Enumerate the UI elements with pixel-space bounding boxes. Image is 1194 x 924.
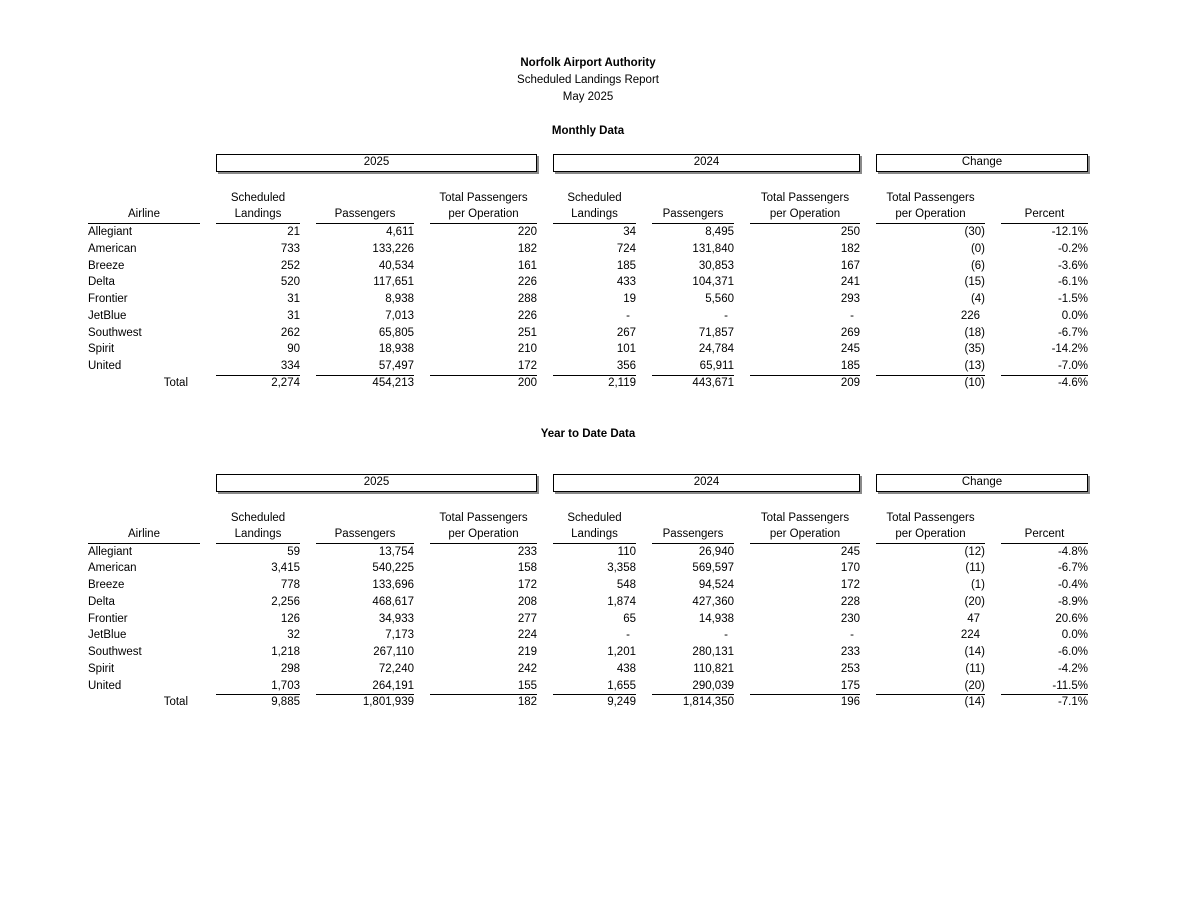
column-header-line: Scheduled: [567, 511, 622, 524]
value-cell: 20.6%: [1055, 612, 1088, 625]
value-cell: 288: [517, 293, 537, 305]
column-header-line: Landings: [234, 527, 282, 540]
value-cell: (1): [970, 579, 985, 591]
column-header-line: Total Passengers: [886, 192, 975, 204]
airline-name: American: [88, 562, 137, 575]
value-cell: (35): [964, 343, 985, 356]
table-row: [88, 291, 1088, 308]
value-cell: 47: [967, 612, 980, 625]
column-header-line: per Operation: [769, 208, 841, 220]
value-cell: 5,560: [705, 293, 734, 305]
value-cell: 433: [616, 276, 636, 289]
value-cell: -3.6%: [1057, 259, 1088, 272]
column-header: [750, 190, 860, 224]
value-cell: 724: [616, 242, 636, 255]
value-cell: 24,784: [698, 343, 734, 356]
value-cell: 427,360: [692, 595, 734, 608]
table-row: [88, 544, 1088, 561]
column-header: [876, 190, 985, 224]
value-cell: 155: [430, 678, 537, 696]
year-box-2025: 2025: [216, 154, 537, 172]
year-box-2024: 2024: [553, 154, 860, 172]
value-cell: 280,131: [692, 646, 734, 658]
value-cell: -8.9%: [1057, 595, 1088, 608]
table-row: [88, 375, 1088, 392]
value-cell: 185: [616, 259, 636, 272]
value-cell: 3,358: [607, 562, 636, 575]
total-label: Total: [163, 376, 188, 389]
value-cell: 264,191: [316, 678, 414, 696]
value-cell: 245: [840, 343, 860, 356]
value-cell: 133,696: [372, 579, 414, 591]
value-cell: (6): [970, 259, 985, 272]
table-row: [88, 678, 1088, 695]
value-cell: 8,495: [705, 226, 734, 238]
value-cell: -1.5%: [1057, 293, 1088, 305]
value-cell: -6.0%: [1057, 646, 1088, 658]
value-cell: 110,821: [693, 662, 734, 675]
value-cell: 334: [216, 358, 300, 376]
column-header-line: Total Passengers: [760, 192, 850, 204]
value-cell: 454,213: [372, 376, 414, 389]
value-cell: (12): [964, 545, 985, 558]
airline-name: Breeze: [88, 579, 125, 591]
column-header-line: Landings: [571, 527, 618, 540]
value-cell: -0.2%: [1057, 242, 1088, 255]
year-group-row: [88, 154, 1088, 172]
value-cell: 175: [750, 678, 860, 696]
value-cell: 208: [517, 595, 537, 608]
value-cell: -4.8%: [1057, 545, 1088, 558]
table-row: [88, 241, 1088, 258]
value-cell: 252: [280, 259, 300, 272]
value-cell: 9,249: [607, 696, 636, 709]
value-cell: 468,617: [372, 595, 414, 608]
year-group-row: [88, 474, 1088, 492]
table-row: [88, 594, 1088, 611]
value-cell: -12.1%: [1051, 226, 1088, 238]
airline-name: Breeze: [88, 259, 125, 272]
column-header: [1001, 190, 1088, 224]
value-cell: 172: [430, 358, 537, 376]
column-header-line: Passengers: [662, 208, 724, 220]
column-header-line: Passengers: [334, 527, 396, 540]
column-header-line: Total Passengers: [886, 511, 975, 524]
table-row: [88, 224, 1088, 241]
table-body: [88, 224, 1088, 392]
value-cell: 1,703: [216, 678, 300, 696]
value-cell: -6.1%: [1057, 276, 1088, 289]
table-row: [88, 644, 1088, 661]
table-row: [88, 258, 1088, 275]
value-cell: 0.0%: [1061, 309, 1088, 322]
column-header-line: per Operation: [769, 527, 841, 540]
value-cell: 196: [840, 696, 860, 709]
value-cell: 126: [280, 612, 300, 625]
section-title: Year to Date Data: [540, 427, 636, 440]
value-cell: 438: [616, 662, 636, 675]
column-header-line: Total Passengers: [760, 511, 850, 524]
value-cell: 1,801,939: [362, 696, 414, 709]
airline-name: Allegiant: [88, 226, 133, 238]
value-cell: (30): [964, 226, 985, 238]
value-cell: 26,940: [698, 545, 734, 558]
value-cell: 220: [517, 226, 537, 238]
column-header: [88, 190, 200, 224]
column-header: [1001, 510, 1088, 544]
table-body: [88, 544, 1088, 712]
airline-name: Delta: [88, 276, 115, 289]
report-header: [88, 55, 1088, 106]
value-cell: 8,938: [385, 293, 414, 305]
value-cell: 569,597: [692, 562, 734, 575]
value-cell: 1,218: [271, 646, 300, 658]
column-header: [553, 510, 636, 544]
column-header: [750, 510, 860, 544]
value-cell: 226: [960, 309, 980, 322]
value-cell: 269: [840, 326, 860, 339]
column-header-line: Total Passengers: [439, 511, 528, 524]
value-cell: -0.4%: [1057, 579, 1088, 591]
table-row: [88, 341, 1088, 358]
value-cell: 548: [616, 579, 636, 591]
value-cell: 72,240: [378, 662, 414, 675]
airline-name: Southwest: [88, 326, 142, 339]
value-cell: 242: [517, 662, 537, 675]
value-cell: 182: [517, 696, 537, 709]
column-header-line: Total Passengers: [439, 192, 528, 204]
value-cell: 7,013: [385, 309, 414, 322]
value-cell: 733: [280, 242, 300, 255]
value-cell: 2,256: [271, 595, 300, 608]
value-cell: 228: [840, 595, 860, 608]
section-title: Monthly Data: [551, 125, 625, 137]
value-cell: 298: [280, 662, 300, 675]
column-header-line: per Operation: [895, 208, 966, 220]
value-cell: 1,814,350: [682, 696, 734, 709]
value-cell: (4): [970, 293, 985, 305]
table-row: [88, 694, 1088, 711]
value-cell: 101: [616, 343, 636, 356]
report-title: Norfolk Airport Authority: [520, 57, 656, 69]
column-header-line: Scheduled: [230, 511, 286, 524]
airline-name: Southwest: [88, 646, 142, 658]
column-header-line: Airline: [128, 527, 160, 540]
value-cell: 262: [280, 326, 300, 339]
report-period: May 2025: [562, 91, 614, 103]
value-cell: 277: [517, 612, 537, 625]
value-cell: (10): [964, 376, 985, 389]
column-header: [88, 510, 200, 544]
column-header: [652, 510, 734, 544]
value-cell: -: [626, 309, 630, 322]
value-cell: 293: [840, 293, 860, 305]
column-header-line: Scheduled: [230, 192, 286, 204]
value-cell: 94,524: [698, 579, 734, 591]
value-cell: 32: [287, 629, 300, 642]
value-cell: 13,754: [378, 545, 414, 558]
value-cell: (20): [876, 678, 985, 696]
value-cell: 34: [623, 226, 636, 238]
table-row: [88, 358, 1088, 375]
column-header-line: per Operation: [448, 208, 519, 220]
value-cell: 356: [553, 358, 636, 376]
value-cell: 2,274: [271, 376, 300, 389]
column-header: [216, 510, 300, 544]
value-cell: 253: [840, 662, 860, 675]
airline-name: American: [88, 242, 137, 255]
value-cell: 1,874: [607, 595, 636, 608]
value-cell: 30,853: [698, 259, 734, 272]
value-cell: 224: [960, 629, 980, 642]
column-header: [316, 190, 414, 224]
column-header-line: Airline: [128, 208, 160, 220]
column-header-row: [88, 510, 1088, 544]
value-cell: 185: [750, 358, 860, 376]
value-cell: 34,933: [378, 612, 414, 625]
value-cell: -4.2%: [1057, 662, 1088, 675]
column-header-line: Percent: [1024, 527, 1065, 540]
airline-name: Spirit: [88, 343, 115, 356]
value-cell: 233: [517, 545, 537, 558]
airline-name: Allegiant: [88, 545, 133, 558]
value-cell: 520: [280, 276, 300, 289]
value-cell: 1,655: [553, 678, 636, 696]
value-cell: (14): [964, 696, 985, 709]
value-cell: 224: [517, 629, 537, 642]
value-cell: 18,938: [378, 343, 414, 356]
value-cell: (13): [876, 358, 985, 376]
airline-name: United: [88, 679, 122, 692]
year-box-2025: 2025: [216, 474, 537, 492]
value-cell: -7.0%: [1001, 358, 1088, 376]
airline-name: Frontier: [88, 293, 128, 305]
value-cell: 3,415: [271, 562, 300, 575]
table-row: [88, 274, 1088, 291]
value-cell: -: [626, 629, 630, 642]
value-cell: 19: [623, 293, 636, 305]
column-header: [430, 510, 537, 544]
value-cell: 104,371: [692, 276, 734, 289]
value-cell: 161: [517, 259, 537, 272]
column-header: [652, 190, 734, 224]
value-cell: -: [724, 629, 728, 642]
value-cell: 117,651: [373, 276, 414, 289]
value-cell: (20): [964, 595, 985, 608]
column-header: [876, 510, 985, 544]
column-header: [216, 190, 300, 224]
value-cell: 182: [517, 242, 537, 255]
monthly-data-section: [88, 123, 1088, 392]
value-cell: -7.1%: [1057, 696, 1088, 709]
value-cell: 31: [287, 309, 300, 322]
value-cell: 4,611: [386, 226, 414, 238]
column-header-line: Scheduled: [567, 192, 622, 204]
airline-name: Delta: [88, 595, 115, 608]
table-row: [88, 627, 1088, 644]
value-cell: -14.2%: [1051, 343, 1088, 356]
value-cell: (15): [964, 276, 985, 289]
value-cell: 219: [517, 646, 537, 658]
value-cell: 9,885: [271, 696, 300, 709]
value-cell: 65,911: [652, 358, 734, 376]
value-cell: 65,805: [378, 326, 414, 339]
value-cell: 290,039: [652, 678, 734, 696]
table-row: [88, 560, 1088, 577]
value-cell: 71,857: [698, 326, 734, 339]
value-cell: 90: [287, 343, 300, 356]
value-cell: 14,938: [698, 612, 734, 625]
value-cell: 7,173: [385, 629, 414, 642]
year-box-change: Change: [876, 474, 1088, 492]
table-row: [88, 325, 1088, 342]
value-cell: 131,840: [692, 242, 734, 255]
column-header-line: Passengers: [334, 208, 396, 220]
value-cell: 110: [617, 545, 636, 558]
value-cell: 172: [840, 579, 860, 591]
airline-name: United: [88, 360, 122, 372]
airline-name: Spirit: [88, 662, 115, 675]
table-row: [88, 661, 1088, 678]
report-subtitle: Scheduled Landings Report: [517, 74, 659, 86]
value-cell: 31: [287, 293, 300, 305]
value-cell: -6.7%: [1057, 562, 1088, 575]
column-header-line: Landings: [234, 208, 282, 220]
value-cell: 167: [840, 259, 860, 272]
column-header-line: per Operation: [448, 527, 519, 540]
value-cell: 230: [840, 612, 860, 625]
value-cell: 1,201: [607, 646, 636, 658]
column-header-line: Passengers: [662, 527, 724, 540]
column-header: [430, 190, 537, 224]
value-cell: 200: [517, 376, 537, 389]
column-header: [553, 190, 636, 224]
value-cell: -11.5%: [1001, 678, 1088, 696]
value-cell: 57,497: [316, 358, 414, 376]
value-cell: 21: [287, 226, 300, 238]
column-header-line: Percent: [1024, 208, 1065, 220]
value-cell: 158: [517, 562, 537, 575]
value-cell: 210: [517, 343, 537, 356]
report-page: [88, 0, 1088, 711]
value-cell: (11): [965, 562, 985, 575]
value-cell: 65: [623, 612, 636, 625]
value-cell: -: [850, 309, 854, 322]
value-cell: 209: [840, 376, 860, 389]
value-cell: 245: [840, 545, 860, 558]
value-cell: 226: [517, 276, 537, 289]
value-cell: 2,119: [608, 376, 636, 389]
value-cell: 540,225: [372, 562, 414, 575]
airline-name: JetBlue: [88, 309, 127, 322]
value-cell: 40,534: [378, 259, 414, 272]
value-cell: (0): [970, 242, 985, 255]
column-header-line: per Operation: [895, 527, 966, 540]
value-cell: 172: [517, 579, 537, 591]
value-cell: 233: [840, 646, 860, 658]
year-box-2024: 2024: [553, 474, 860, 492]
value-cell: 250: [840, 226, 860, 238]
airline-name: Frontier: [88, 612, 128, 625]
value-cell: -: [850, 629, 854, 642]
value-cell: -: [724, 309, 728, 322]
table-row: [88, 308, 1088, 325]
value-cell: 267,110: [373, 646, 414, 658]
value-cell: 267: [616, 326, 636, 339]
value-cell: (18): [964, 326, 985, 339]
value-cell: 251: [517, 326, 537, 339]
value-cell: 0.0%: [1061, 629, 1088, 642]
year-box-change: Change: [876, 154, 1088, 172]
value-cell: -6.7%: [1057, 326, 1088, 339]
value-cell: 133,226: [372, 242, 414, 255]
value-cell: 778: [280, 579, 300, 591]
column-header-line: Landings: [571, 208, 618, 220]
table-row: [88, 611, 1088, 628]
total-label: Total: [163, 696, 188, 709]
value-cell: 182: [840, 242, 860, 255]
value-cell: 170: [840, 562, 860, 575]
value-cell: (14): [964, 646, 985, 658]
airline-name: JetBlue: [88, 629, 127, 642]
value-cell: -4.6%: [1057, 376, 1088, 389]
column-header-row: [88, 190, 1088, 224]
column-header: [316, 510, 414, 544]
year-to-date-section: [88, 426, 1088, 712]
table-row: [88, 577, 1088, 594]
value-cell: 443,671: [692, 376, 734, 389]
value-cell: 226: [517, 309, 537, 322]
value-cell: (11): [965, 662, 985, 675]
value-cell: 59: [287, 545, 300, 558]
value-cell: 241: [840, 276, 860, 289]
